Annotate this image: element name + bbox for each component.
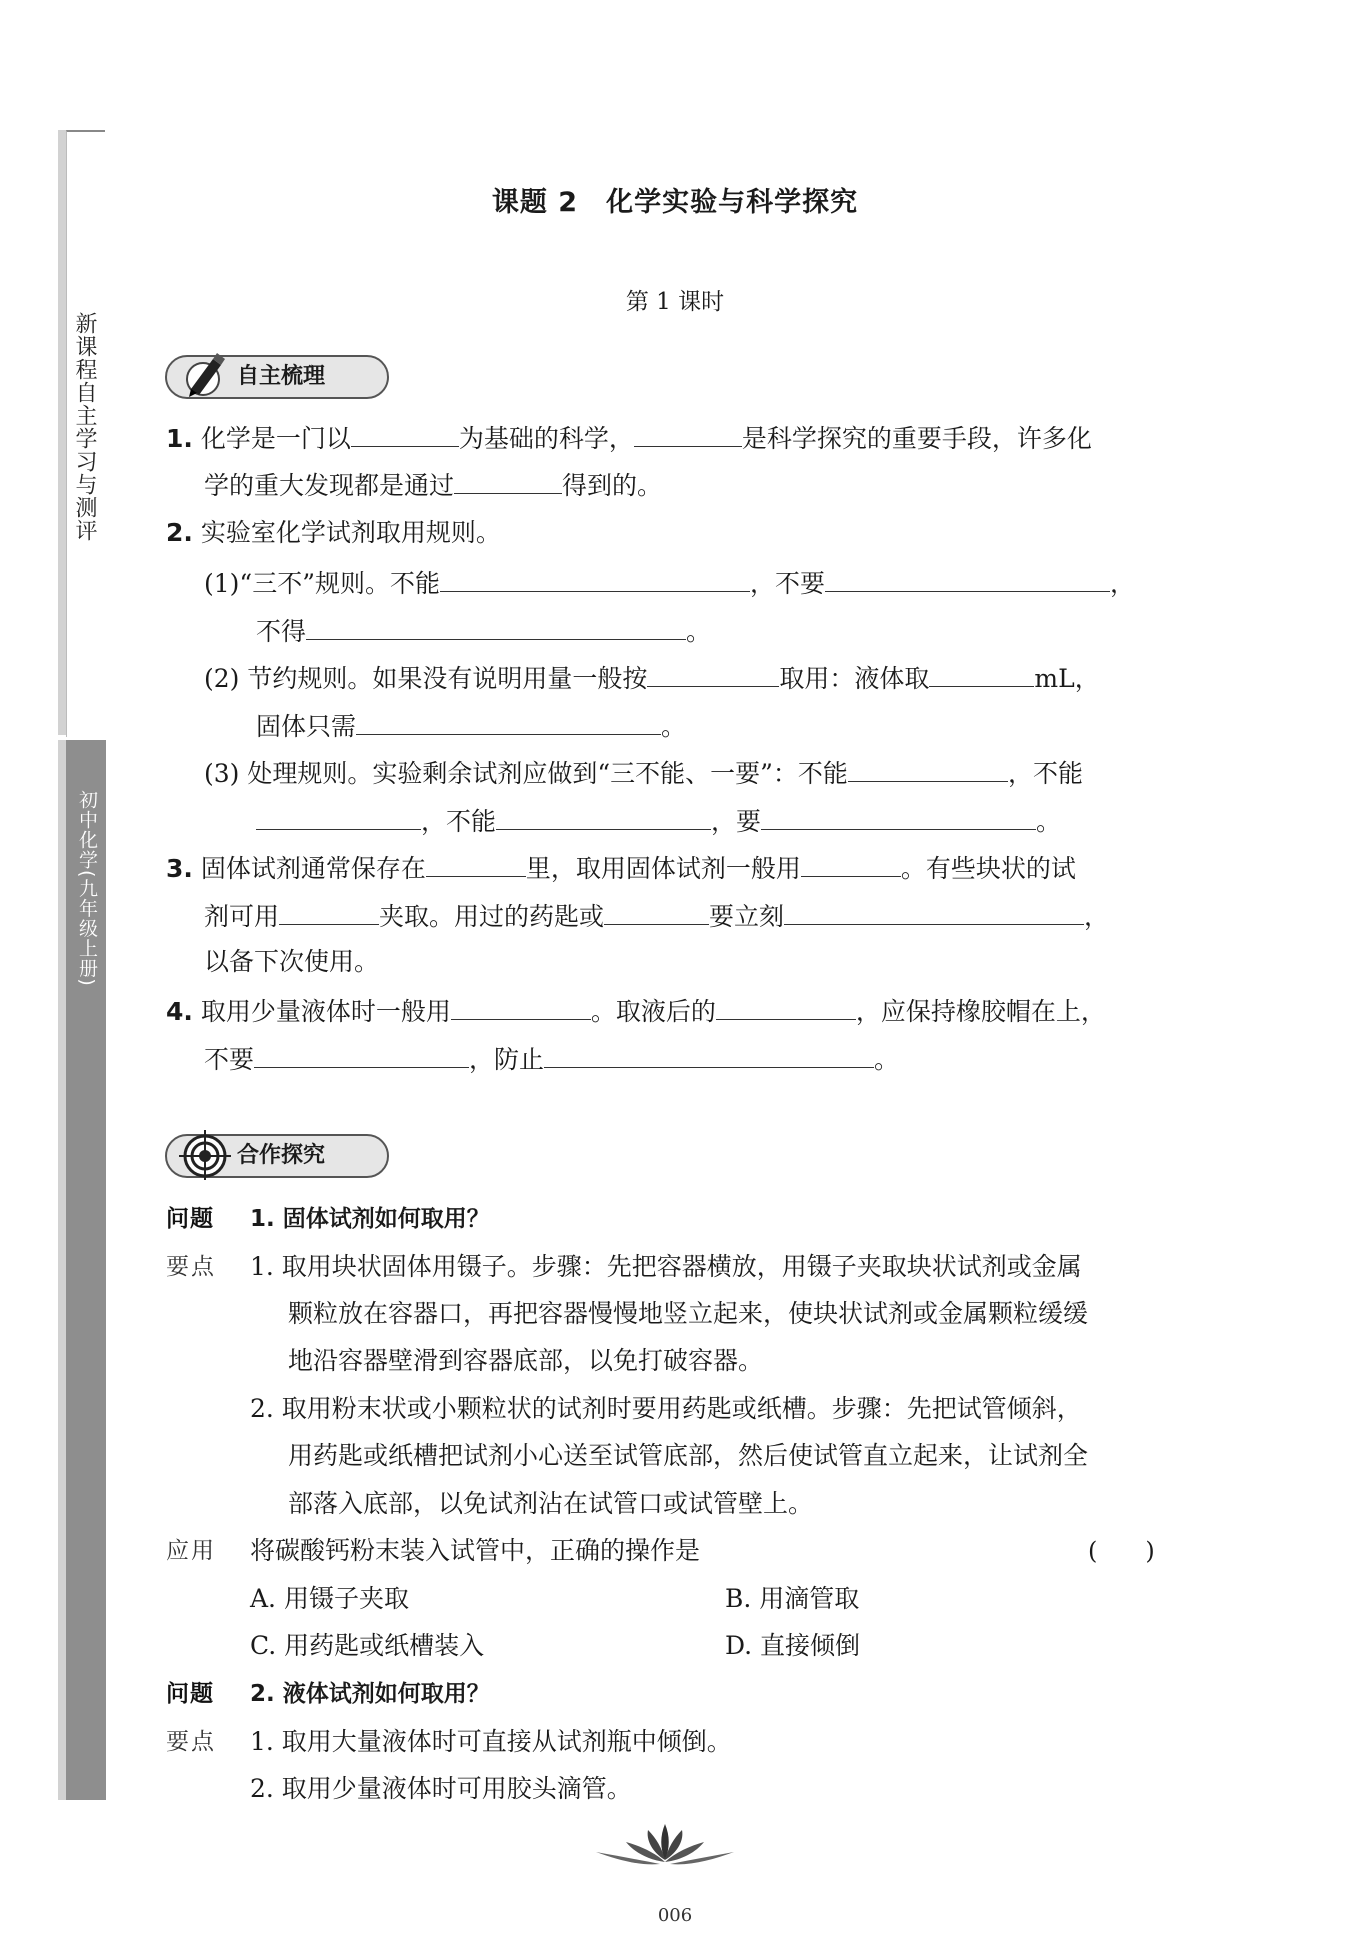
question-2: 2. 实验室化学试剂取用规则。	[166, 518, 501, 547]
question-2-3-line-2: ，不能 ，要 。	[256, 803, 1061, 839]
blank[interactable]	[761, 803, 1036, 830]
blank[interactable]	[604, 898, 709, 925]
blank[interactable]	[279, 898, 379, 925]
blank[interactable]	[306, 613, 686, 640]
key-point-2-line-1: 2. 取用粉末状或小颗粒状的试剂时要用药匙或纸槽。步骤：先把试管倾斜，	[250, 1394, 1082, 1423]
pen-icon	[177, 345, 233, 401]
problem-label: 问题	[166, 1681, 214, 1707]
question-1-line-1: 1. 化学是一门以 为基础的科学， 是科学探究的重要手段，许多化	[166, 420, 1092, 456]
question-3-line-3: 以备下次使用。	[204, 947, 380, 976]
key-points-label: 要点	[166, 1254, 216, 1280]
problem-1-title: 1. 固体试剂如何取用？	[250, 1206, 490, 1232]
blank[interactable]	[784, 898, 1084, 925]
section-badge-label: 合作探究	[237, 1143, 326, 1168]
question-2-2-line-1: (2) 节约规则。如果没有说明用量一般按 取用：液体取 mL，	[204, 660, 1100, 696]
section-badge-self-review	[165, 355, 389, 399]
target-icon	[177, 1124, 233, 1180]
question-4-line-1: 4. 取用少量液体时一般用 。取液后的 ，应保持橡胶帽在上，	[166, 993, 1106, 1029]
side-rule-lower	[58, 740, 66, 1800]
blank[interactable]	[801, 850, 901, 877]
blank[interactable]	[544, 1041, 874, 1068]
question-2-2-line-2: 固体只需 。	[256, 708, 686, 744]
blank[interactable]	[634, 420, 742, 447]
decorative-ornament-icon	[590, 1820, 740, 1870]
key-point-2-line-3: 部落入底部，以免试剂沾在试管口或试管壁上。	[288, 1489, 814, 1518]
key-point-1: 1. 取用大量液体时可直接从试剂瓶中倾倒。	[250, 1727, 732, 1756]
option-b[interactable]: B. 用滴管取	[725, 1584, 860, 1613]
key-point-1-line-1: 1. 取用块状固体用镊子。步骤：先把容器横放，用镊子夹取块状试剂或金属	[250, 1252, 1082, 1281]
question-2-1-line-2: 不得 。	[256, 613, 711, 649]
blank[interactable]	[426, 850, 526, 877]
blank[interactable]	[440, 565, 750, 592]
blank[interactable]	[848, 755, 1008, 782]
section-badge-label: 自主梳理	[237, 364, 326, 389]
blank[interactable]	[254, 1041, 469, 1068]
blank[interactable]	[496, 803, 711, 830]
blank[interactable]	[454, 467, 562, 494]
lesson-subtitle: 第 1 课时	[625, 289, 725, 315]
problem-2-title: 2. 液体试剂如何取用？	[250, 1681, 490, 1707]
problem-label: 问题	[166, 1206, 214, 1232]
answer-bracket[interactable]: ( )	[1088, 1537, 1155, 1565]
book-name: 初中化学(九年级上册)	[76, 790, 98, 987]
option-a[interactable]: A. 用镊子夹取	[250, 1584, 409, 1613]
blank[interactable]	[256, 803, 421, 830]
key-point-1-line-3: 地沿容器壁滑到容器底部，以免打破容器。	[288, 1346, 764, 1375]
blank[interactable]	[647, 660, 779, 687]
option-d[interactable]: D. 直接倾倒	[725, 1631, 861, 1660]
question-1-line-2: 学的重大发现都是通过 得到的。	[204, 467, 662, 503]
section-badge-cooperative-inquiry	[165, 1134, 389, 1178]
page-number: 006	[657, 1905, 693, 1926]
blank[interactable]	[716, 993, 856, 1020]
question-4-line-2: 不要 ，防止 。	[204, 1041, 899, 1077]
blank[interactable]	[356, 708, 661, 735]
key-point-2-line-2: 用药匙或纸槽把试剂小心送至试管底部，然后使试管直立起来，让试剂全	[288, 1441, 1089, 1470]
blank[interactable]	[351, 420, 459, 447]
option-c[interactable]: C. 用药匙或纸槽装入	[250, 1631, 485, 1660]
blank[interactable]	[451, 993, 591, 1020]
application-label: 应用	[166, 1538, 216, 1564]
question-3-line-1: 3. 固体试剂通常保存在 里，取用固体试剂一般用 。有些块状的试	[166, 850, 1076, 886]
question-2-3-line-1: (3) 处理规则。实验剩余试剂应做到“三不能、一要”：不能 ，不能	[204, 755, 1083, 791]
lesson-title: 课题 2 化学实验与科学探究	[491, 187, 859, 218]
question-3-line-2: 剂可用 夹取。用过的药匙或 要立刻 ，	[204, 898, 1109, 934]
question-2-1-line-1: (1)“三不”规则。不能 ，不要 ，	[204, 565, 1135, 601]
application-question: 将碳酸钙粉末装入试管中，正确的操作是	[250, 1536, 701, 1565]
blank[interactable]	[825, 565, 1110, 592]
key-point-1-line-2: 颗粒放在容器口，再把容器慢慢地竖立起来，使块状试剂或金属颗粒缓缓	[288, 1299, 1089, 1328]
series-name: 新课程自主学习与测评	[72, 312, 97, 542]
side-rule	[58, 130, 66, 735]
key-points-label: 要点	[166, 1729, 216, 1755]
blank[interactable]	[929, 660, 1034, 687]
key-point-2: 2. 取用少量液体时可用胶头滴管。	[250, 1774, 632, 1803]
